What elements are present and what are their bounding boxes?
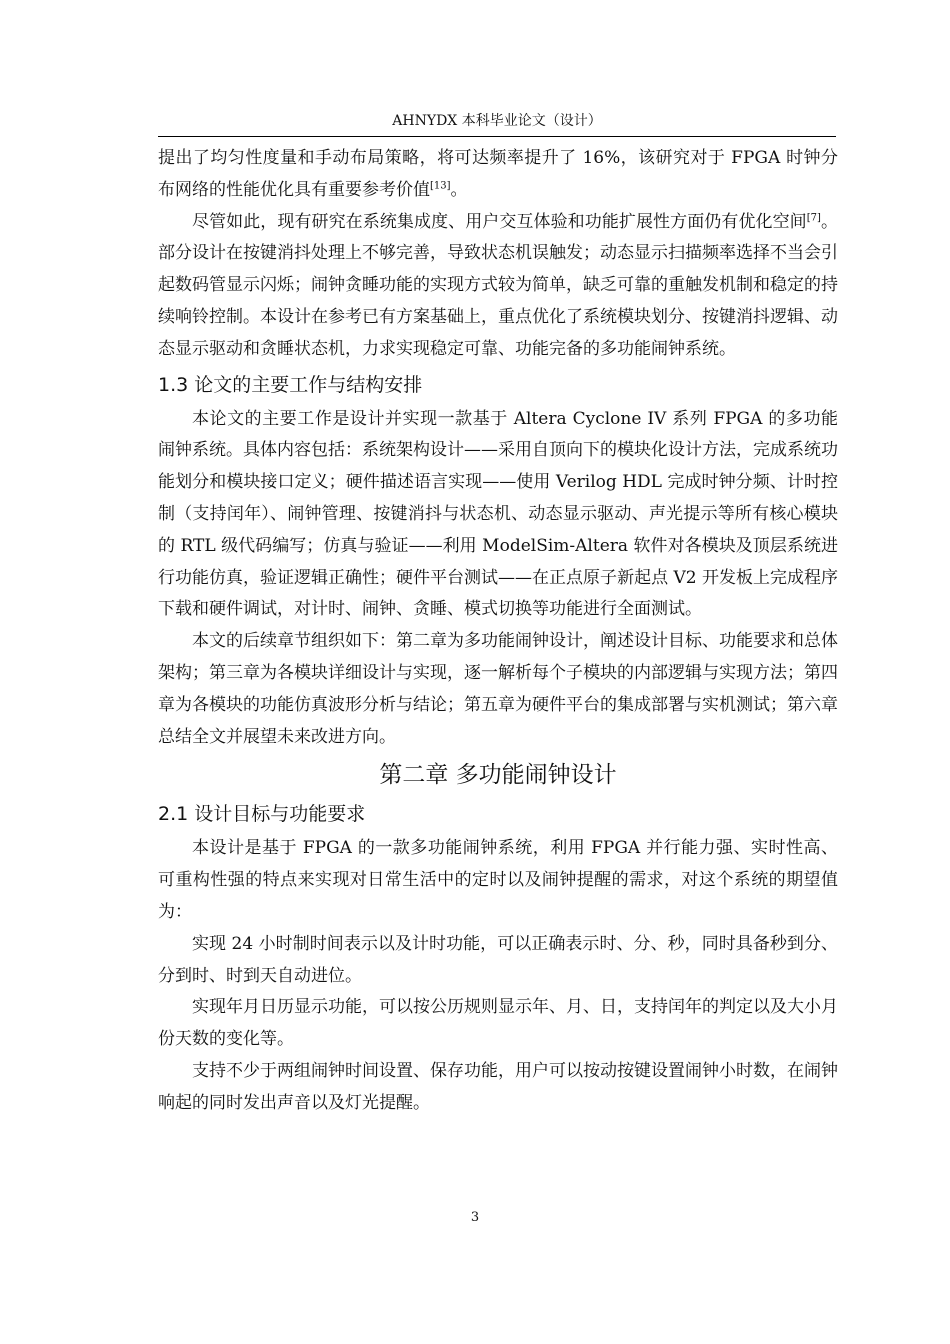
citation-ref: [7] [806, 211, 821, 223]
chapter-heading: 第二章 多功能闹钟设计 [379, 762, 617, 789]
paragraph-text: 提出了均匀性度量和手动布局策略，将可达频率提升了 16%，该研究对于 FPGA 时钟分布网络的性能优化具有重要参考价值 [158, 148, 838, 200]
paragraph: 本文的后续章节组织如下：第二章为多功能闹钟设计，阐述设计目标、功能要求和总体架构；第三章为各模块详细设计与实现，逐一解析每个子模块的内部逻辑与实现方法；第四章为各模块的功能仿真波形分析与结论；第五章为硬件平台的集成部署与实机测试；第六章总结全文并展望未来改进方向。 [158, 631, 838, 747]
section-heading: 1.3 论文的主要工作与结构安排 [158, 373, 423, 396]
paragraph-text: 。部分设计在按键消抖处理上不够完善，导致状态机误触发；动态显示扫描频率选择不当会引起数码管显示闪烁；闹钟贪睡功能的实现方式较为简单，缺乏可靠的重触发机制和稳定的持续响铃控制。本设计在参考已有方案基础上，重点优化了系统模块划分、按键消抖逻辑、动态显示驱动和贪睡状态机，力求实现稳定可靠、功能完备的多功能闹钟系统。 [158, 211, 838, 359]
paragraph-text: 尽管如此，现有研究在系统集成度、用户交互体验和功能扩展性方面仍有优化空间 [192, 211, 807, 232]
citation-ref: [13] [430, 180, 451, 192]
paragraph: 本设计是基于 FPGA 的一款多功能闹钟系统，利用 FPGA 并行能力强、实时性高、可重构性强的特点来实现对日常生活中的定时以及闹钟提醒的需求，对这个系统的期望值为： [158, 838, 838, 922]
paragraph-text: 。 [450, 179, 468, 200]
paragraph: 本论文的主要工作是设计并实现一款基于 Altera Cyclone IV 系列 FPGA 的多功能闹钟系统。具体内容包括：系统架构设计——采用自顶向下的模块化设计方法，完成系统功能划分和模块接口定义；硬件描述语言实现——使用 Verilog HDL 完成时钟分频、计时控制（支持闰年）、闹钟管理、按键消抖与状态机、动态显示驱动、声光提示等所有核心模块的 RTL 级代码编写；仿真与验证——利用 ModelSim-Altera 软件对各模块及顶层系统进行功能仿真，验证逻辑正确性；硬件平台测试——在正点原子新起点 V2 开发板上完成程序下载和硬件调试，对计时、闹钟、贪睡、模式切换等功能进行全面测试。 [158, 408, 838, 620]
paragraph-continued [158, 143, 838, 207]
page-number: 3 [470, 1210, 480, 1225]
section-heading: 2.1 设计目标与功能要求 [158, 803, 366, 826]
header-rule [158, 136, 836, 137]
running-header: AHNYDX 本科毕业论文（设计） [392, 113, 602, 129]
paragraph: 实现 24 小时制时间表示以及计时功能，可以正确表示时、分、秒，同时具备秒到分、分到时、时到天自动进位。 [158, 933, 838, 986]
page-body [158, 143, 838, 1120]
paragraph: 支持不少于两组闹钟时间设置、保存功能，用户可以按动按键设置闹钟小时数，在闹钟响起的同时发出声音以及灯光提醒。 [158, 1060, 838, 1113]
paragraph: 实现年月日历显示功能，可以按公历规则显示年、月、日，支持闰年的判定以及大小月份天数的变化等。 [158, 997, 838, 1050]
paragraph [158, 207, 838, 366]
